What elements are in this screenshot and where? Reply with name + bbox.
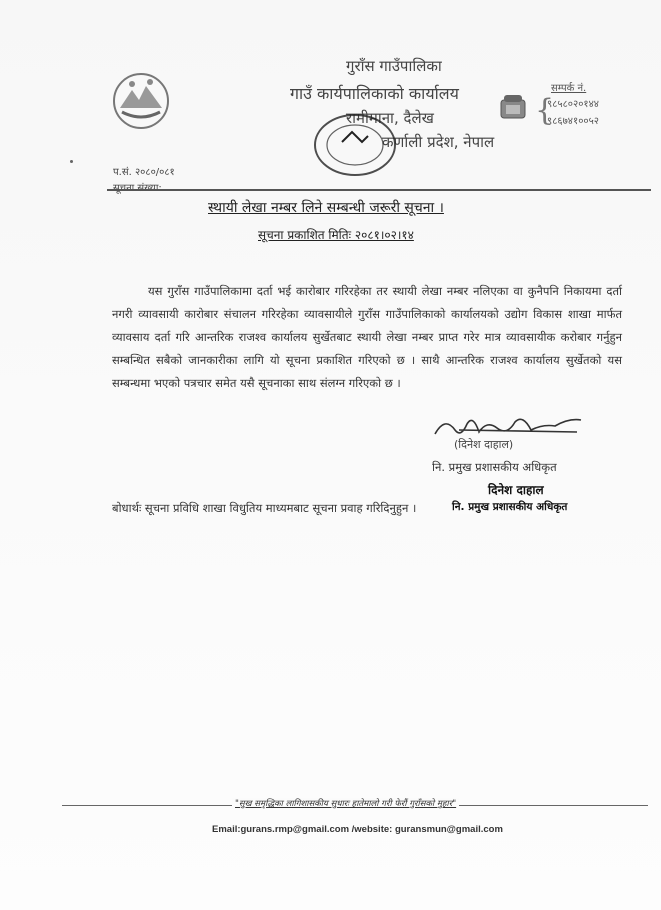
notice-body — [112, 280, 622, 395]
signatory-name: (दिनेश दाहाल) — [454, 438, 514, 451]
notice-title: स्थायी लेखा नम्बर लिने सम्बन्धी जरूरी सूचना । — [208, 200, 444, 216]
contact-numbers — [547, 96, 599, 130]
publish-date: सूचना प्रकाशित मितिः २०८१।०२।१४ — [258, 228, 414, 242]
nepal-emblem-icon — [112, 72, 170, 130]
stamp-title: नि. प्रमुख प्रशासकीय अधिकृत — [452, 501, 568, 513]
office-place: रामीमाना, दैलेख — [346, 109, 434, 127]
reference-number: प.सं. २०८०/०८१ — [113, 167, 175, 178]
municipality-name: गुराँस गाउँपालिका — [346, 57, 442, 75]
notice-number — [113, 180, 162, 194]
speck — [70, 160, 73, 163]
stamp-name: दिनेश दाहाल — [488, 483, 544, 497]
notice-paragraph: यस गुराँस गाउँपालिकामा दर्ता भई कारोबार गरिरहेका तर स्थायी लेखा नम्बर नलिएका वा कुनैपनि निकायमा दर्ता नगरी व्यावसायी कारोबार संचालन गरिरहेका व्यावसायीले गुराँस गाउँपालिकाको कार्यालयको उद्योग विकास शाखा मार्फत व्यावसाय दर्ता गरि आन्तरिक राजश्व कार्यालय सुर्खेतबाट स्थायी लेखा नम्बर प्राप्त गरेर मात्र व्यावसायीक करोबार गर्नुहुन सम्बन्धित सबैको जानकारीका लागि यो सूचना प्रकाशित गरिएको छ । साथै आन्तरिक राजश्व कार्यालय सुर्खेतको यस सम्बन्धमा भएको पत्रचार समेत यसै सूचनाका साथ संलग्न गरिएको छ । — [112, 284, 622, 390]
office-stamp — [312, 112, 398, 178]
brace-icon: { — [535, 93, 555, 128]
contact-label: सम्पर्क नं. — [551, 83, 587, 94]
header-divider — [107, 189, 651, 191]
footer-contact: Email:gurans.rmp@gmail.com /website: guransmun@gmail.com — [212, 824, 503, 835]
contact-number-2: ९८६७४१००५२ — [547, 116, 599, 127]
telephone-icon — [498, 92, 528, 122]
contact-number-1: ९८५८०२०१४४ — [547, 99, 599, 110]
office-name: गाउँ कार्यपालिकाको कार्यालय — [290, 84, 459, 103]
footer-slogan: "सुख समृद्धिका लागिशासकीय सुधारः हातेमालो गरी फेरौं गुराँसको मुहार" — [232, 798, 459, 809]
bodhartha-note: बोधार्थः सूचना प्रविधि शाखा विधुतिय माध्यमबाट सूचना प्रवाह गरिदिनुहुन । — [112, 501, 417, 515]
signatory-title: नि. प्रमुख प्रशासकीय अधिकृत — [432, 460, 557, 474]
office-district: कर्णाली प्रदेश, नेपाल — [382, 133, 495, 151]
